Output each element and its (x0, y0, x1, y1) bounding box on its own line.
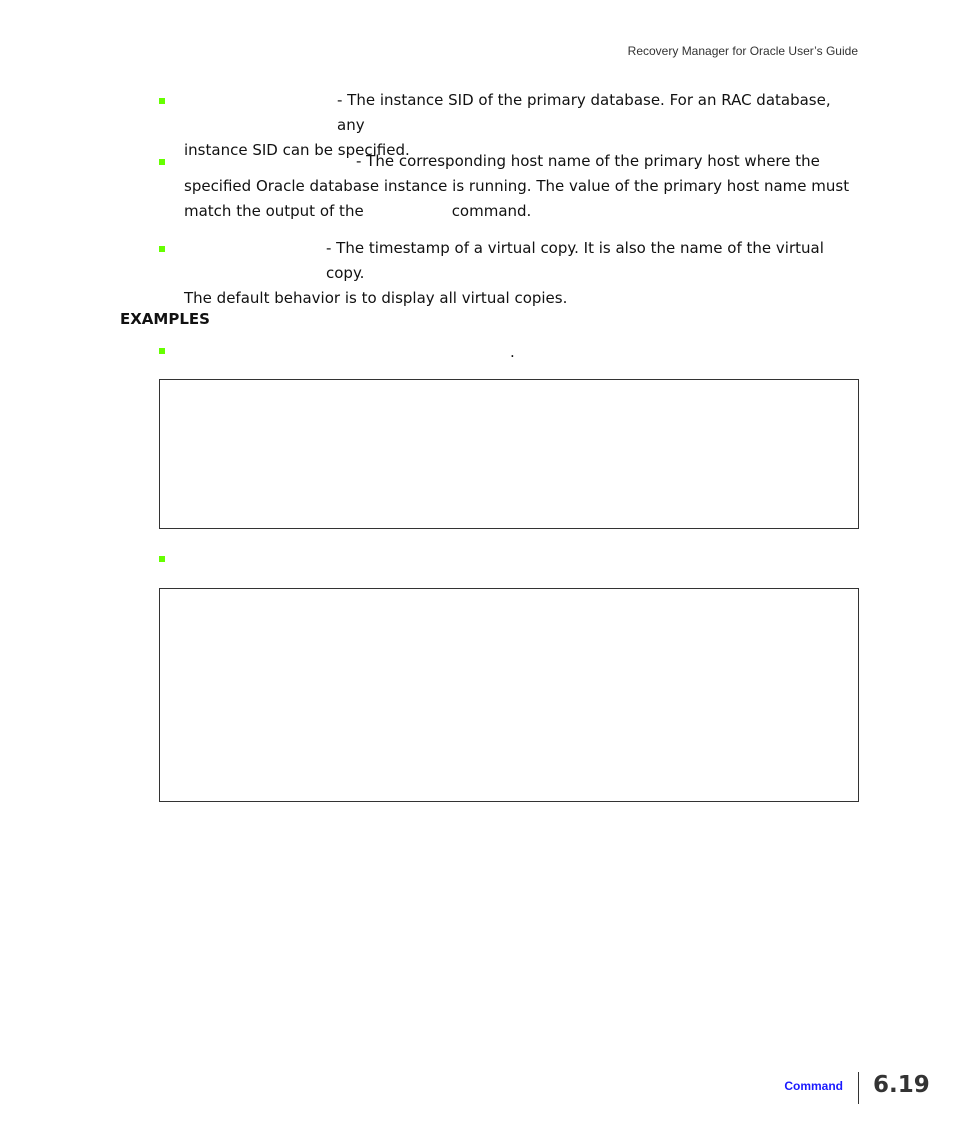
param-line-2: instance SID can be specified. (184, 141, 410, 159)
code-block-2 (159, 588, 859, 802)
param-item-host-name (159, 149, 859, 224)
example-text: . (510, 343, 515, 361)
param-line-2: The default behavior is to display all virtual copies. (184, 289, 568, 307)
running-header: Recovery Manager for Oracle User’s Guide (627, 44, 858, 58)
param-item-instance-sid (159, 88, 859, 159)
footer-divider (858, 1072, 859, 1104)
bullet-icon (159, 246, 165, 252)
param-line-1: - The corresponding host name of the primary host where the (356, 152, 820, 170)
bullet-icon (159, 98, 165, 104)
param-description (184, 236, 860, 311)
param-line-1: - The timestamp of a virtual copy. It is also the name of the virtual copy. (326, 239, 824, 282)
example-item-2 (159, 550, 859, 570)
param-description (184, 149, 860, 224)
param-item-timestamp (159, 236, 859, 307)
bullet-icon (159, 348, 165, 354)
param-line-3-post: command. (451, 202, 532, 220)
example-item-1 (159, 340, 859, 365)
bullet-icon (159, 556, 165, 562)
param-line-2: specified Oracle database instance is running. The value of the primary host name must (184, 177, 850, 195)
param-line-3 (184, 199, 860, 224)
param-line-3-pre: match the output of the (184, 202, 364, 220)
param-line-1: - The instance SID of the primary database. For an RAC database, any (337, 91, 831, 134)
bullet-icon (159, 159, 165, 165)
code-block-1 (159, 379, 859, 529)
footer-chapter-link[interactable]: Command (784, 1079, 843, 1093)
page-number: 6.19 (873, 1072, 930, 1098)
examples-heading: EXAMPLES (120, 310, 210, 328)
